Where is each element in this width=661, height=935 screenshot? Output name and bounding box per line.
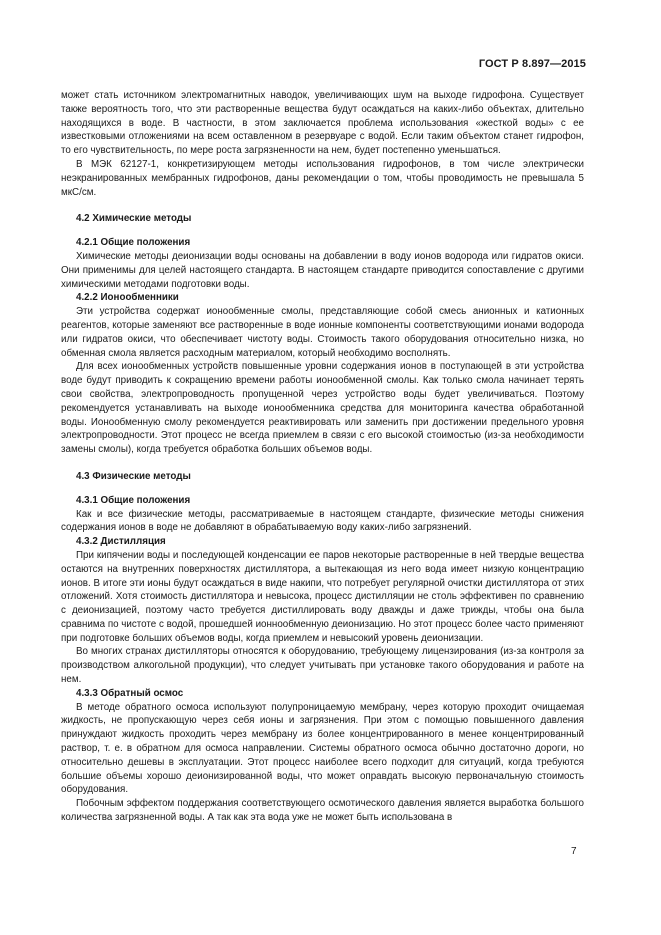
- subsection-heading-4-3-3: 4.3.3 Обратный осмос: [76, 687, 184, 699]
- section-heading-4-3: 4.3 Физические методы: [76, 470, 191, 482]
- section-heading-4-2: 4.2 Химические методы: [76, 213, 192, 225]
- subsection-heading-4-3-2: 4.3.2 Дистилляция: [76, 536, 166, 548]
- paragraph: В МЭК 62127-1, конкретизирующем методы использования гидрофонов, в том числе электрически неэкранированных мембранных гидрофонов, даны рекомендации о том, чтобы проводимость не превышала 5 мкС/см.: [61, 158, 584, 198]
- paragraph: При кипячении воды и последующей конденсации ее паров некоторые растворенные в ней твердые вещества остаются на внутренних поверхностях дистиллятора, а вытекающая из него вода имеет низкую концентрацию ионов. В итоге эти ионы будут осаждаться в виде накипи, что потребует регулярной очистки дистиллятора от этих отложений. Хотя стоимость дистиллятора и невысока, процесс дистилляции не столь эффективен по сравнению с деионизацией, поэтому часто требуется дистиллировать воду дважды и даже трижды, чтобы она была сравнима по чистоте с водой, прошедшей ионнообменную деионизацию. Но этот процесс более часто применяют при подготовке больших объемов воды, когда приемлем и невысокий уровень деионизации.: [61, 549, 584, 644]
- paragraph: Как и все физические методы, рассматриваемые в настоящем стандарте, физические методы снижения содержания ионов в воде не добавляют в обрабатываемую воду каких-либо загрязнений.: [61, 508, 584, 534]
- paragraph: может стать источником электромагнитных наводок, увеличивающих шум на выходе гидрофона. Существует также вероятность того, что эти растворенные вещества будут осаждаться на каких-либо объектах, длительно находящихся в воде. В частности, в этом заключается проблема использования «жесткой воды» с ее известковыми отложениями на всем оставленном в резервуаре с водой. Если таким объектом станет гидрофон, то его чувствительность, по мере роста загрязненности на нем, будет постепенно уменьшаться.: [61, 90, 584, 157]
- paragraph: В методе обратного осмоса используют полупроницаемую мембрану, через которую проходит очищаемая жидкость, не пропускающую через себя ионы и загрязнения. При этом с помощью повышенного давления принуждают жидкость проходить через мембрану из более концентрированного в менее концентрированный раствор, т. е. в обратном для осмоса направлении. Системы обратного осмоса обычно достаточно дороги, но относительно дешевы в эксплуатации. Этот процесс наиболее всего подходит для ситуаций, когда требуются большие объемы хорошо деионизированной воды, что может оправдать высокую первоначальную стоимость оборудования.: [61, 701, 584, 796]
- document-header: ГОСТ Р 8.897—2015: [478, 58, 586, 70]
- document-body: [61, 89, 584, 825]
- paragraph: Во многих странах дистилляторы относятся к оборудованию, требующему лицензирования (из-за контроля за производством алкогольной продукции), что следует учитывать при установке такого оборудования и работе на нем.: [61, 646, 584, 686]
- subsection-heading-4-3-1: 4.3.1 Общие положения: [76, 494, 191, 506]
- subsection-heading-4-2-2: 4.2.2 Ионообменники: [76, 292, 179, 304]
- paragraph: Химические методы деионизации воды основаны на добавлении в воду ионов водорода или гидратов окиси. Они применимы для целей настоящего стандарта. В настоящем стандарте приводится сопоставление с другими химическими методами подготовки воды.: [61, 250, 584, 290]
- paragraph: Для всех ионообменных устройств повышенные уровни содержания ионов в поступающей в эти устройства воде будут приводить к сокращению времени работы ионообменной смолы. Как только смола начинает терять свои свойства, электропроводность пропущенной через устройство воды будет увеличиваться. Поэтому рекомендуется устанавливать на выходе ионообменника средства для мониторинга качества обработанной воды. Ионообменную смолу рекомендуется реактивировать или заменить при достижении предельного уровня электропроводности. Этот процесс не всегда приемлем в связи с его высокой стоимостью (из-за необходимости замены смолы), когда требуется обработка больших объемов воды.: [61, 361, 584, 456]
- page-number: 7: [571, 846, 577, 857]
- paragraph: Эти устройства содержат ионообменные смолы, представляющие собой смесь анионных и катионных реагентов, которые заменяют все растворенные в воде ионные компоненты соответствующими ионами водорода или гидратов окиси, что обеспечивает чистоту воды. Стоимость такого оборудования относительно низка, но обменная смола является расходным материалом, который необходимо восполнять.: [61, 306, 584, 359]
- subsection-heading-4-2-1: 4.2.1 Общие положения: [76, 237, 191, 249]
- paragraph: Побочным эффектом поддержания соответствующего осмотического давления является выработка большого количества загрязненной воды. А так как эта вода уже не может быть использована в: [61, 798, 584, 824]
